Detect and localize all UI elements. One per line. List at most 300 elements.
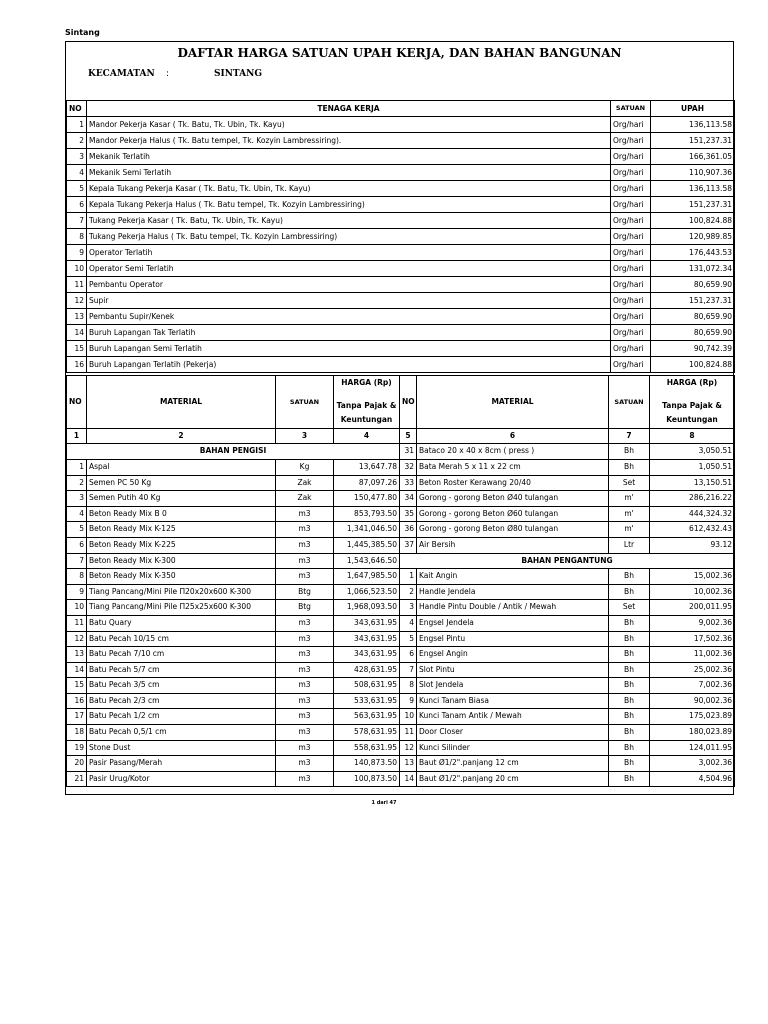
right-material-price: 3,002.36 xyxy=(650,756,735,772)
right-material-name: Engsel Angin xyxy=(417,647,609,663)
labor-row xyxy=(67,133,735,149)
material-row xyxy=(67,553,735,569)
labor-price: 151,237.31 xyxy=(651,197,735,213)
labor-row xyxy=(67,149,735,165)
right-material-price: 9,002.36 xyxy=(650,615,735,631)
material-row xyxy=(67,647,735,663)
material-row xyxy=(67,771,735,787)
right-material-name: Bataco 20 x 40 x 8cm ( press ) xyxy=(417,444,609,460)
right-material-name: Handle Pintu Double / Antik / Mewah xyxy=(417,600,609,616)
left-material-price: 508,631.95 xyxy=(334,678,400,694)
right-material-name: Kait Angin xyxy=(417,569,609,585)
left-material-no: 5 xyxy=(67,522,87,538)
labor-name: Buruh Lapangan Semi Terlatih xyxy=(87,341,611,357)
left-material-unit: Btg xyxy=(276,600,334,616)
col-number: 5 xyxy=(400,428,417,444)
labor-name: Pembantu Supir/Kenek xyxy=(87,309,611,325)
right-material-name: Gorong - gorong Beton Ø40 tulangan xyxy=(417,491,609,507)
left-material-unit: m3 xyxy=(276,537,334,553)
right-material-name: Engsel Pintu xyxy=(417,631,609,647)
labor-no: 12 xyxy=(67,293,87,309)
left-material-price: 140,873.50 xyxy=(334,756,400,772)
labor-header-name: TENAGA KERJA xyxy=(87,101,611,117)
labor-price: 80,659.90 xyxy=(651,309,735,325)
labor-name: Mekanik Semi Terlatih xyxy=(87,165,611,181)
left-material-name: Pasir Urug/Kotor xyxy=(87,771,276,787)
left-material-name: Batu Pecah 7/10 cm xyxy=(87,647,276,663)
left-material-unit: m3 xyxy=(276,522,334,538)
right-material-unit: Bh xyxy=(609,756,650,772)
left-material-name: Batu Quary xyxy=(87,615,276,631)
left-material-unit: m3 xyxy=(276,725,334,741)
right-material-no: 3 xyxy=(400,600,417,616)
materials-header-row xyxy=(67,376,735,429)
labor-row xyxy=(67,197,735,213)
left-material-unit: m3 xyxy=(276,756,334,772)
labor-price: 90,742.39 xyxy=(651,341,735,357)
left-material-no: 18 xyxy=(67,725,87,741)
left-material-name: Tiang Pancang/Mini Pile Π20x20x600 K-300 xyxy=(87,584,276,600)
labor-price: 151,237.31 xyxy=(651,133,735,149)
right-material-no: 31 xyxy=(400,444,417,460)
right-material-no: 9 xyxy=(400,693,417,709)
mat-header-no-right: NO xyxy=(400,376,417,429)
labor-row xyxy=(67,277,735,293)
left-material-unit: m3 xyxy=(276,647,334,663)
left-material-price: 853,793.50 xyxy=(334,506,400,522)
right-material-price: 612,432.43 xyxy=(650,522,735,538)
left-material-name: Aspal xyxy=(87,459,276,475)
right-material-name: Engsel Jendela xyxy=(417,615,609,631)
col-number: 3 xyxy=(276,428,334,444)
left-material-price: 343,631.95 xyxy=(334,631,400,647)
left-material-no: 9 xyxy=(67,584,87,600)
right-material-no: 8 xyxy=(400,678,417,694)
labor-header-unit: SATUAN xyxy=(611,101,651,117)
right-material-unit: Bh xyxy=(609,771,650,787)
left-material-no: 12 xyxy=(67,631,87,647)
right-material-unit: Set xyxy=(609,600,650,616)
left-material-no: 19 xyxy=(67,740,87,756)
left-material-no: 14 xyxy=(67,662,87,678)
labor-no: 5 xyxy=(67,181,87,197)
left-material-unit: m3 xyxy=(276,553,334,569)
labor-no: 4 xyxy=(67,165,87,181)
right-material-unit: Bh xyxy=(609,709,650,725)
left-material-unit: Zak xyxy=(276,491,334,507)
left-material-unit: m3 xyxy=(276,693,334,709)
material-row xyxy=(67,569,735,585)
right-material-unit: m' xyxy=(609,522,650,538)
labor-name: Pembantu Operator xyxy=(87,277,611,293)
right-material-no: 14 xyxy=(400,771,417,787)
left-material-name: Beton Ready Mix K-125 xyxy=(87,522,276,538)
right-material-price: 180,023.89 xyxy=(650,725,735,741)
labor-name: Mandor Pekerja Halus ( Tk. Batu tempel, Tk. Kozyin Lambressiring). xyxy=(87,133,611,149)
left-material-price: 343,631.95 xyxy=(334,615,400,631)
right-material-name: Baut Ø1/2".panjang 20 cm xyxy=(417,771,609,787)
left-material-unit: m3 xyxy=(276,662,334,678)
material-row xyxy=(67,475,735,491)
right-material-unit: Bh xyxy=(609,693,650,709)
left-section-label: BAHAN PENGISI xyxy=(67,444,400,460)
labor-name: Tukang Pekerja Halus ( Tk. Batu tempel, Tk. Kozyin Lambressiring) xyxy=(87,229,611,245)
labor-unit: Org/hari xyxy=(611,261,651,277)
right-material-name: Slot Pintu xyxy=(417,662,609,678)
labor-row xyxy=(67,165,735,181)
left-material-unit: m3 xyxy=(276,709,334,725)
left-material-name: Beton Ready Mix K-225 xyxy=(87,537,276,553)
right-material-no: 10 xyxy=(400,709,417,725)
right-material-name: Gorong - gorong Beton Ø80 tulangan xyxy=(417,522,609,538)
left-material-price: 13,647.78 xyxy=(334,459,400,475)
mat-header-price-right xyxy=(650,376,735,429)
right-material-price: 200,011.95 xyxy=(650,600,735,616)
labor-no: 6 xyxy=(67,197,87,213)
labor-no: 15 xyxy=(67,341,87,357)
right-material-no: 32 xyxy=(400,459,417,475)
right-material-name: Slot Jendela xyxy=(417,678,609,694)
col-number: 6 xyxy=(417,428,609,444)
right-material-name: Bata Merah 5 x 11 x 22 cm xyxy=(417,459,609,475)
column-number-row xyxy=(67,428,735,444)
left-material-unit: Kg xyxy=(276,459,334,475)
left-material-price: 1,445,385.50 xyxy=(334,537,400,553)
material-row xyxy=(67,600,735,616)
material-row xyxy=(67,584,735,600)
left-material-name: Stone Dust xyxy=(87,740,276,756)
right-material-name: Baut Ø1/2".panjang 12 cm xyxy=(417,756,609,772)
left-material-no: 8 xyxy=(67,569,87,585)
material-row xyxy=(67,506,735,522)
right-material-price: 25,002.36 xyxy=(650,662,735,678)
right-material-price: 13,150.51 xyxy=(650,475,735,491)
material-row xyxy=(67,740,735,756)
left-material-price: 1,647,985.50 xyxy=(334,569,400,585)
col-number: 8 xyxy=(650,428,735,444)
col-number: 7 xyxy=(609,428,650,444)
right-material-no: 12 xyxy=(400,740,417,756)
labor-price: 166,361.05 xyxy=(651,149,735,165)
material-row xyxy=(67,662,735,678)
material-row xyxy=(67,444,735,460)
mat-header-price-title-right: HARGA (Rp) xyxy=(666,378,718,387)
left-material-price: 1,341,046.50 xyxy=(334,522,400,538)
col-number: 2 xyxy=(87,428,276,444)
labor-no: 14 xyxy=(67,325,87,341)
material-row xyxy=(67,631,735,647)
left-material-price: 533,631.95 xyxy=(334,693,400,709)
right-material-price: 3,050.51 xyxy=(650,444,735,460)
right-material-unit: Bh xyxy=(609,740,650,756)
materials-table xyxy=(66,375,735,787)
right-material-unit: m' xyxy=(609,491,650,507)
material-row xyxy=(67,756,735,772)
labor-name: Buruh Lapangan Terlatih (Pekerja) xyxy=(87,357,611,373)
labor-row xyxy=(67,293,735,309)
left-material-price: 1,543,646.50 xyxy=(334,553,400,569)
right-material-no: 7 xyxy=(400,662,417,678)
right-material-no: 36 xyxy=(400,522,417,538)
labor-row xyxy=(67,245,735,261)
labor-no: 8 xyxy=(67,229,87,245)
left-material-price: 100,873.50 xyxy=(334,771,400,787)
right-material-price: 11,002.36 xyxy=(650,647,735,663)
labor-no: 10 xyxy=(67,261,87,277)
right-material-no: 11 xyxy=(400,725,417,741)
labor-name: Buruh Lapangan Tak Terlatih xyxy=(87,325,611,341)
mat-header-price-sub-right: Tanpa Pajak & Keuntungan xyxy=(662,400,722,425)
labor-no: 16 xyxy=(67,357,87,373)
mat-header-price-title-left: HARGA (Rp) xyxy=(341,378,392,387)
labor-unit: Org/hari xyxy=(611,245,651,261)
labor-row xyxy=(67,181,735,197)
right-material-unit: Bh xyxy=(609,725,650,741)
labor-unit: Org/hari xyxy=(611,149,651,165)
left-material-price: 343,631.95 xyxy=(334,647,400,663)
labor-unit: Org/hari xyxy=(611,213,651,229)
labor-header-no: NO xyxy=(67,101,87,117)
mat-header-no-left: NO xyxy=(67,376,87,429)
left-material-unit: m3 xyxy=(276,771,334,787)
left-material-price: 1,968,093.50 xyxy=(334,600,400,616)
labor-unit: Org/hari xyxy=(611,181,651,197)
left-material-price: 578,631.95 xyxy=(334,725,400,741)
labor-price: 136,113.58 xyxy=(651,117,735,133)
right-material-name: Kunci Tanam Antik / Mewah xyxy=(417,709,609,725)
labor-no: 7 xyxy=(67,213,87,229)
left-material-name: Batu Pecah 10/15 cm xyxy=(87,631,276,647)
labor-header-price: UPAH xyxy=(651,101,735,117)
labor-name: Tukang Pekerja Kasar ( Tk. Batu, Tk. Ubin, Tk. Kayu) xyxy=(87,213,611,229)
right-material-no: 35 xyxy=(400,506,417,522)
labor-row xyxy=(67,117,735,133)
left-material-no: 3 xyxy=(67,491,87,507)
left-material-no: 15 xyxy=(67,678,87,694)
title-block xyxy=(66,42,733,101)
left-material-name: Tiang Pancang/Mini Pile Π25x25x600 K-300 xyxy=(87,600,276,616)
right-material-unit: Bh xyxy=(609,678,650,694)
page-title: DAFTAR HARGA SATUAN UPAH KERJA, DAN BAHAN BANGUNAN xyxy=(177,46,622,60)
labor-row xyxy=(67,309,735,325)
material-row xyxy=(67,537,735,553)
labor-unit: Org/hari xyxy=(611,277,651,293)
left-material-name: Semen Putih 40 Kg xyxy=(87,491,276,507)
left-material-no: 17 xyxy=(67,709,87,725)
left-material-name: Beton Ready Mix K-300 xyxy=(87,553,276,569)
right-material-unit: Set xyxy=(609,475,650,491)
right-material-price: 444,324.32 xyxy=(650,506,735,522)
labor-unit: Org/hari xyxy=(611,309,651,325)
right-material-unit: m' xyxy=(609,506,650,522)
left-material-name: Beton Ready Mix K-350 xyxy=(87,569,276,585)
right-material-name: Air Bersih xyxy=(417,537,609,553)
mat-header-material-right: MATERIAL xyxy=(417,376,609,429)
left-material-name: Semen PC 50 Kg xyxy=(87,475,276,491)
left-material-no: 21 xyxy=(67,771,87,787)
right-material-unit: Ltr xyxy=(609,537,650,553)
right-material-unit: Bh xyxy=(609,615,650,631)
right-material-no: 6 xyxy=(400,647,417,663)
labor-price: 100,824.88 xyxy=(651,357,735,373)
labor-row xyxy=(67,229,735,245)
left-material-price: 428,631.95 xyxy=(334,662,400,678)
right-material-no: 4 xyxy=(400,615,417,631)
right-material-price: 4,504.96 xyxy=(650,771,735,787)
labor-name: Mekanik Terlatih xyxy=(87,149,611,165)
left-material-unit: m3 xyxy=(276,569,334,585)
labor-no: 11 xyxy=(67,277,87,293)
left-material-no: 20 xyxy=(67,756,87,772)
labor-unit: Org/hari xyxy=(611,197,651,213)
labor-name: Mandor Pekerja Kasar ( Tk. Batu, Tk. Ubin, Tk. Kayu) xyxy=(87,117,611,133)
labor-name: Kepala Tukang Pekerja Halus ( Tk. Batu tempel, Tk. Kozyin Lambressiring) xyxy=(87,197,611,213)
labor-no: 1 xyxy=(67,117,87,133)
material-row xyxy=(67,522,735,538)
right-material-unit: Bh xyxy=(609,459,650,475)
labor-price: 136,113.58 xyxy=(651,181,735,197)
left-material-unit: m3 xyxy=(276,631,334,647)
right-material-price: 175,023.89 xyxy=(650,709,735,725)
right-material-name: Door Closer xyxy=(417,725,609,741)
right-material-name: Beton Roster Kerawang 20/40 xyxy=(417,475,609,491)
price-sheet xyxy=(65,41,734,795)
labor-price: 80,659.90 xyxy=(651,325,735,341)
mat-header-price-sub-left: Tanpa Pajak & Keuntungan xyxy=(336,400,397,425)
left-material-name: Beton Ready Mix B 0 xyxy=(87,506,276,522)
labor-no: 2 xyxy=(67,133,87,149)
right-material-no: 5 xyxy=(400,631,417,647)
right-material-unit: Bh xyxy=(609,662,650,678)
material-row xyxy=(67,678,735,694)
left-material-no: 10 xyxy=(67,600,87,616)
right-material-name: Gorong - gorong Beton Ø60 tulangan xyxy=(417,506,609,522)
labor-row xyxy=(67,213,735,229)
left-material-unit: Btg xyxy=(276,584,334,600)
right-material-no: 2 xyxy=(400,584,417,600)
right-material-price: 93.12 xyxy=(650,537,735,553)
labor-row xyxy=(67,341,735,357)
labor-name: Supir xyxy=(87,293,611,309)
left-material-unit: Zak xyxy=(276,475,334,491)
mat-header-unit-left: SATUAN xyxy=(276,376,334,429)
left-material-name: Batu Pecah 2/3 cm xyxy=(87,693,276,709)
right-material-unit: Bh xyxy=(609,584,650,600)
left-material-no: 4 xyxy=(67,506,87,522)
right-material-name: Kunci Tanam Biasa xyxy=(417,693,609,709)
labor-name: Operator Terlatih xyxy=(87,245,611,261)
left-material-unit: m3 xyxy=(276,615,334,631)
labor-header-row xyxy=(67,101,735,117)
right-material-price: 1,050.51 xyxy=(650,459,735,475)
left-material-no: 2 xyxy=(67,475,87,491)
right-material-price: 15,002.36 xyxy=(650,569,735,585)
labor-unit: Org/hari xyxy=(611,165,651,181)
right-material-price: 17,502.36 xyxy=(650,631,735,647)
mat-header-price-left xyxy=(334,376,400,429)
right-material-no: 37 xyxy=(400,537,417,553)
left-material-unit: m3 xyxy=(276,678,334,694)
labor-row xyxy=(67,357,735,373)
right-material-name: Kunci Silinder xyxy=(417,740,609,756)
right-section-label: BAHAN PENGANTUNG xyxy=(400,553,735,569)
labor-unit: Org/hari xyxy=(611,293,651,309)
document-header: Sintang xyxy=(65,28,100,37)
labor-unit: Org/hari xyxy=(611,229,651,245)
left-material-name: Batu Pecah 1/2 cm xyxy=(87,709,276,725)
page-number: 1 dari 47 xyxy=(371,800,397,806)
kecamatan-colon: : xyxy=(166,69,170,79)
labor-price: 120,989.85 xyxy=(651,229,735,245)
right-material-unit: Bh xyxy=(609,631,650,647)
left-material-no: 1 xyxy=(67,459,87,475)
left-material-unit: m3 xyxy=(276,506,334,522)
kecamatan-value: SINTANG xyxy=(214,69,263,79)
labor-price: 80,659.90 xyxy=(651,277,735,293)
left-material-price: 1,066,523.50 xyxy=(334,584,400,600)
left-material-no: 16 xyxy=(67,693,87,709)
labor-price: 110,907.36 xyxy=(651,165,735,181)
material-row xyxy=(67,459,735,475)
left-material-price: 150,477.80 xyxy=(334,491,400,507)
right-material-price: 90,002.36 xyxy=(650,693,735,709)
labor-table xyxy=(66,100,735,373)
labor-name: Kepala Tukang Pekerja Kasar ( Tk. Batu, Tk. Ubin, Tk. Kayu) xyxy=(87,181,611,197)
left-material-price: 87,097.26 xyxy=(334,475,400,491)
labor-row xyxy=(67,325,735,341)
left-material-no: 13 xyxy=(67,647,87,663)
labor-no: 13 xyxy=(67,309,87,325)
left-material-name: Batu Pecah 3/5 cm xyxy=(87,678,276,694)
labor-no: 9 xyxy=(67,245,87,261)
left-material-no: 7 xyxy=(67,553,87,569)
right-material-no: 13 xyxy=(400,756,417,772)
labor-price: 100,824.88 xyxy=(651,213,735,229)
labor-name: Operator Semi Terlatih xyxy=(87,261,611,277)
right-material-price: 10,002.36 xyxy=(650,584,735,600)
right-material-price: 124,011.95 xyxy=(650,740,735,756)
labor-unit: Org/hari xyxy=(611,117,651,133)
labor-price: 151,237.31 xyxy=(651,293,735,309)
material-row xyxy=(67,491,735,507)
right-material-no: 1 xyxy=(400,569,417,585)
left-material-no: 6 xyxy=(67,537,87,553)
right-material-unit: Bh xyxy=(609,647,650,663)
right-material-name: Handle Jendela xyxy=(417,584,609,600)
right-material-no: 33 xyxy=(400,475,417,491)
right-material-price: 286,216.22 xyxy=(650,491,735,507)
left-material-price: 558,631.95 xyxy=(334,740,400,756)
labor-unit: Org/hari xyxy=(611,341,651,357)
labor-unit: Org/hari xyxy=(611,133,651,149)
labor-row xyxy=(67,261,735,277)
col-number: 1 xyxy=(67,428,87,444)
right-material-price: 7,002.36 xyxy=(650,678,735,694)
left-material-name: Batu Pecah 5/7 cm xyxy=(87,662,276,678)
right-material-no: 34 xyxy=(400,491,417,507)
col-number: 4 xyxy=(334,428,400,444)
left-material-name: Batu Pecah 0,5/1 cm xyxy=(87,725,276,741)
labor-price: 131,072.34 xyxy=(651,261,735,277)
right-material-unit: Bh xyxy=(609,444,650,460)
mat-header-unit-right: SATUAN xyxy=(609,376,650,429)
labor-price: 176,443.53 xyxy=(651,245,735,261)
left-material-unit: m3 xyxy=(276,740,334,756)
material-row xyxy=(67,709,735,725)
material-row xyxy=(67,615,735,631)
material-row xyxy=(67,725,735,741)
left-material-price: 563,631.95 xyxy=(334,709,400,725)
